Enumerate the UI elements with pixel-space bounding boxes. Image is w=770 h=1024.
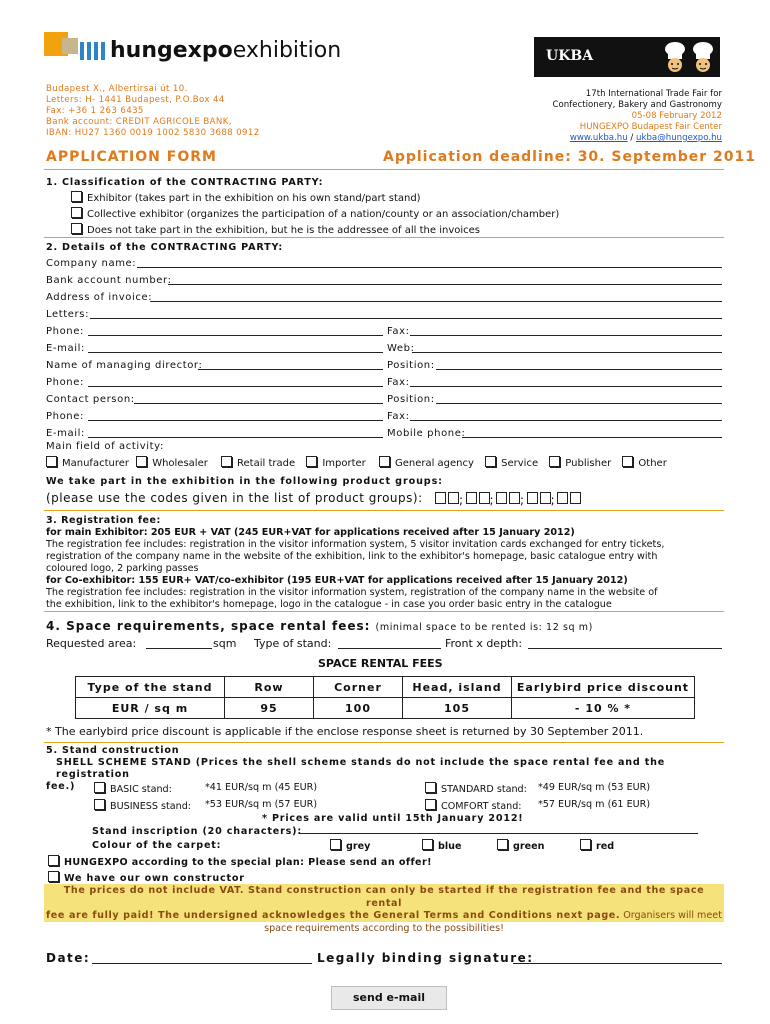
carpet-option-blue[interactable] (422, 839, 462, 853)
description-line: coloured logo, 2 parking passes (46, 563, 199, 574)
comfort-stand-option[interactable] (425, 799, 522, 813)
activity-label: Wholesaler (152, 458, 208, 469)
activity-option[interactable] (46, 458, 129, 469)
signature-label: Legally binding signature: (317, 951, 534, 965)
email-label: E-mail: (46, 343, 85, 354)
logo-bar (94, 42, 98, 60)
managing-director-field[interactable] (198, 369, 383, 370)
logo-bar (101, 42, 105, 60)
basic-stand-price: *41 EUR/sq m (45 EUR) (205, 782, 318, 793)
event-web-link[interactable]: www.ukba.hu (569, 133, 628, 143)
co-exhibitor-fee: for Co-exhibitor: 155 EUR+ VAT/co-exhibitor (195 EUR+VAT for applications received after 15 January 2012) (46, 575, 628, 586)
letters-label: Letters: (46, 309, 90, 320)
ukba-logo-text: UKBA (546, 48, 594, 64)
application-deadline: Application deadline: 30. September 2011 (383, 149, 756, 165)
web-label: Web: (387, 343, 415, 354)
phone-field[interactable] (88, 420, 383, 421)
logo-bar (80, 42, 84, 60)
phone-field[interactable] (88, 335, 383, 336)
table-header-row (76, 677, 695, 698)
business-stand-price: *53 EUR/sq m (57 EUR) (205, 799, 318, 810)
stand-inscription-label: Stand inscription (20 characters): (92, 826, 302, 837)
company-address (46, 84, 326, 139)
checkbox-icon[interactable] (425, 799, 436, 810)
checkbox-icon[interactable] (422, 839, 433, 850)
event-line: Confectionery, Bakery and Gastronomy (552, 100, 722, 110)
position-field[interactable] (436, 369, 722, 370)
checkbox-icon[interactable] (94, 782, 105, 793)
position-field[interactable] (436, 403, 722, 404)
option-label: HUNGEXPO according to the special plan: Please send an offer! (64, 857, 432, 868)
sqm-label: sqm (213, 637, 237, 650)
earlybird-footnote: * The earlybird price discount is applicable if the enclose response sheet is returned by 30 September 2011. (46, 725, 644, 738)
carpet-option-grey[interactable] (330, 839, 370, 853)
table-header: Corner (314, 677, 403, 698)
section2-heading: 2. Details of the CONTRACTING PARTY: (46, 242, 283, 253)
section5-heading: 5. Stand construction (46, 745, 180, 756)
activity-option[interactable] (549, 458, 611, 469)
checkbox-icon[interactable] (136, 456, 147, 467)
checkbox-icon[interactable] (330, 839, 341, 850)
activity-option[interactable] (379, 458, 474, 469)
section3-heading: 3. Registration fee: (46, 515, 161, 526)
activity-label: Manufacturer (62, 458, 129, 469)
stand-type-field[interactable] (338, 648, 441, 649)
chef-icon (664, 41, 686, 73)
option-label: Exhibitor (takes part in the exhibition on his own stand/part stand) (87, 193, 421, 204)
position-label: Position: (387, 394, 435, 405)
comfort-stand-price: *57 EUR/sq m (61 EUR) (538, 799, 651, 810)
address-line: IBAN: HU27 1360 0019 1002 5830 3688 0912 (46, 128, 260, 138)
own-constructor-option[interactable] (48, 871, 245, 885)
requested-area-label: Requested area: (46, 637, 137, 650)
address-field[interactable] (150, 301, 722, 302)
standard-stand-option[interactable] (425, 782, 527, 796)
activity-option[interactable] (136, 458, 208, 469)
fax-field[interactable] (410, 420, 722, 421)
table-cell: 95 (225, 698, 314, 719)
colour-label: grey (346, 841, 371, 852)
product-groups-line: We take part in the exhibition in the following product groups: (46, 476, 443, 487)
logo-brand-bold: hungexpo (110, 38, 233, 63)
business-stand-option[interactable] (94, 799, 191, 813)
fax-label: Fax: (387, 411, 410, 422)
event-line: 17th International Trade Fair for (585, 89, 722, 99)
form-title: APPLICATION FORM (46, 149, 217, 165)
special-plan-option[interactable] (48, 855, 432, 869)
stand-label: BASIC stand: (110, 784, 172, 795)
managing-director-label: Name of managing director: (46, 360, 203, 371)
fax-field[interactable] (410, 335, 722, 336)
address-line: Fax: +36 1 263 6435 (46, 106, 144, 116)
stand-type-label: Type of stand: (254, 637, 332, 650)
notice-line-plain: Organisers will meet (620, 910, 722, 921)
fax-label: Fax: (387, 377, 410, 388)
colour-label: green (513, 841, 545, 852)
checkbox-icon[interactable] (425, 782, 436, 793)
price-validity-note: * Prices are valid until 15th January 2012! (262, 813, 524, 824)
checkbox-icon[interactable] (48, 871, 59, 882)
option-label: Collective exhibitor (organizes the participation of a nation/county or an association/chamber) (87, 209, 560, 220)
option-label: Does not take part in the exhibition, but he is the addressee of all the invoices (87, 225, 480, 236)
checkbox-icon[interactable] (580, 839, 591, 850)
activity-option[interactable] (221, 458, 295, 469)
divider (44, 510, 724, 511)
phone-label: Phone: (46, 377, 84, 388)
shell-scheme-line: fee.) (46, 781, 76, 792)
activity-label: Publisher (565, 458, 612, 469)
email-field[interactable] (88, 352, 383, 353)
section4-heading-row (46, 615, 593, 634)
send-email-button[interactable]: send e-mail (331, 986, 447, 1010)
position-label: Position: (387, 360, 435, 371)
main-exhibitor-fee: for main Exhibitor: 205 EUR + VAT (245 EUR+VAT for applications received after 15 January 2012) (46, 527, 575, 538)
stand-label: COMFORT stand: (441, 801, 522, 812)
table-cell: - 10 % * (512, 698, 695, 719)
event-line: HUNGEXPO Budapest Fair Center (579, 122, 722, 132)
description-line: the exhibition, link to the exhibitor's homepage, logo in the catalogue - in case you order basic entry in the catalogue (46, 599, 612, 610)
activity-option[interactable] (306, 458, 365, 469)
email-field[interactable] (88, 437, 383, 438)
carpet-option-red[interactable] (580, 839, 614, 853)
checkbox-icon[interactable] (71, 191, 82, 202)
carpet-colour-label: Colour of the carpet: (92, 840, 222, 851)
table-header: Type of the stand (76, 677, 225, 698)
basic-stand-option[interactable] (94, 782, 172, 796)
divider (44, 742, 724, 743)
main-field-label: Main field of activity: (46, 441, 164, 452)
co-fee-description (46, 587, 726, 611)
stand-label: STANDARD stand: (441, 784, 527, 795)
table-row (76, 698, 695, 719)
fax-field[interactable] (410, 386, 722, 387)
address-line: Budapest X., Albertirsai út 10. (46, 84, 188, 94)
description-line: The registration fee includes: registration in the visitor information system, 5 visitor invitation cards exchanged for entry tickets, (46, 539, 665, 550)
checkbox-icon[interactable] (485, 456, 496, 467)
divider (44, 169, 724, 170)
requested-area-field[interactable] (146, 648, 212, 649)
notice-line: space requirements according to the possibilities! (264, 922, 504, 934)
table-header: Earlybird price discount (512, 677, 695, 698)
activity-label: General agency (394, 458, 474, 469)
activity-option[interactable] (485, 458, 538, 469)
requested-area-row (46, 637, 136, 650)
activity-options (46, 456, 667, 470)
checkbox-icon[interactable] (306, 456, 317, 467)
activity-option[interactable] (622, 458, 666, 469)
address-line: Bank account: CREDIT AGRICOLE BANK, (46, 117, 232, 127)
section1-heading: 1. Classification of the CONTRACTING PARTY: (46, 177, 324, 188)
logo-brand-rest: exhibition (232, 38, 342, 63)
table-header: Head, island (403, 677, 512, 698)
signature-field[interactable] (513, 963, 722, 964)
logo-bar (87, 42, 91, 60)
phone-label: Phone: (46, 326, 84, 337)
activity-label: Other (638, 458, 667, 469)
standard-stand-price: *49 EUR/sq m (53 EUR) (538, 782, 651, 793)
product-codes-line (46, 491, 581, 507)
divider (44, 237, 724, 238)
description-line: The registration fee includes: registration in the visitor information system, registration of the company name in the website of (46, 587, 658, 598)
fax-label: Fax: (387, 326, 410, 337)
date-label: Date: (46, 951, 91, 965)
contact-person-field[interactable] (134, 403, 383, 404)
product-codes-label: (please use the codes given in the list of product groups): (46, 491, 423, 505)
space-rental-table (75, 676, 695, 719)
logo-square-beige (62, 38, 78, 54)
hungexpo-logo (44, 30, 342, 66)
checkbox-icon[interactable] (622, 456, 633, 467)
event-line: 05-08 February 2012 (631, 111, 722, 121)
table-cell: 105 (403, 698, 512, 719)
activity-label: Service (501, 458, 539, 469)
mobile-phone-field[interactable] (462, 437, 722, 438)
terms-notice (44, 884, 724, 934)
shell-scheme-line: SHELL SCHEME STAND (Prices the shell scheme stands do not include the space rental fee and the registration (56, 757, 666, 780)
activity-label: Importer (322, 458, 366, 469)
carpet-option-green[interactable] (497, 839, 544, 853)
event-email-link[interactable]: ukba@hungexpo.hu (636, 133, 722, 143)
checkbox-icon[interactable] (71, 223, 82, 234)
letters-field[interactable] (90, 318, 722, 319)
phone-label: Phone: (46, 411, 84, 422)
classification-option[interactable] (71, 223, 480, 237)
classification-option[interactable] (71, 207, 559, 221)
option-label: We have our own constructor (64, 873, 245, 884)
bank-account-field[interactable] (168, 284, 722, 285)
checkbox-icon[interactable] (379, 456, 390, 467)
main-fee-description (46, 539, 726, 575)
email-label: E-mail: (46, 428, 85, 439)
event-link-separator: / (627, 133, 637, 143)
web-field[interactable] (412, 352, 722, 353)
chef-icon (692, 41, 714, 73)
date-field[interactable] (92, 963, 312, 964)
classification-option[interactable] (71, 191, 421, 205)
checkbox-icon[interactable] (497, 839, 508, 850)
colour-label: blue (438, 841, 462, 852)
space-rental-fees-title: SPACE RENTAL FEES (318, 657, 443, 670)
company-name-label: Company name: (46, 258, 137, 269)
checkbox-icon[interactable] (549, 456, 560, 467)
event-info (470, 89, 722, 144)
description-line: registration of the company name in the website of the exhibition, link to the exhibitor's homepage, basic catalogue entry with (46, 551, 658, 562)
checkbox-icon[interactable] (221, 456, 232, 467)
minimal-space-note: (minimal space to be rented is: 12 sq m) (375, 622, 593, 633)
checkbox-icon[interactable] (94, 799, 105, 810)
notice-line: The prices do not include VAT. Stand construction can only be started if the registration fee and the space rental (63, 885, 705, 909)
table-cell: 100 (314, 698, 403, 719)
phone-field[interactable] (88, 386, 383, 387)
front-depth-label: Front x depth: (445, 637, 523, 650)
checkbox-icon[interactable] (71, 207, 82, 218)
ukba-logo (534, 37, 720, 77)
address-label: Address of invoice: (46, 292, 153, 303)
company-name-field[interactable] (137, 267, 722, 268)
table-header: Row (225, 677, 314, 698)
stand-label: BUSINESS stand: (110, 801, 192, 812)
checkbox-icon[interactable] (48, 855, 59, 866)
bank-account-label: Bank account number: (46, 275, 172, 286)
section4-heading: 4. Space requirements, space rental fees: (46, 619, 371, 633)
notice-line-bold: fee are fully paid! The undersigned acknowledges the General Terms and Conditions next page. (46, 910, 621, 921)
checkbox-icon[interactable] (46, 456, 57, 467)
contact-person-label: Contact person: (46, 394, 135, 405)
divider (44, 611, 724, 612)
stand-inscription-field[interactable] (300, 833, 698, 834)
product-code-boxes[interactable]: ; ; ; ; (435, 492, 581, 507)
front-depth-field[interactable] (528, 648, 722, 649)
colour-label: red (596, 841, 615, 852)
address-line: Letters: H- 1441 Budapest, P.O.Box 44 (46, 95, 225, 105)
table-cell: EUR / sq m (76, 698, 225, 719)
mobile-phone-label: Mobile phone: (387, 428, 466, 439)
activity-label: Retail trade (237, 458, 296, 469)
